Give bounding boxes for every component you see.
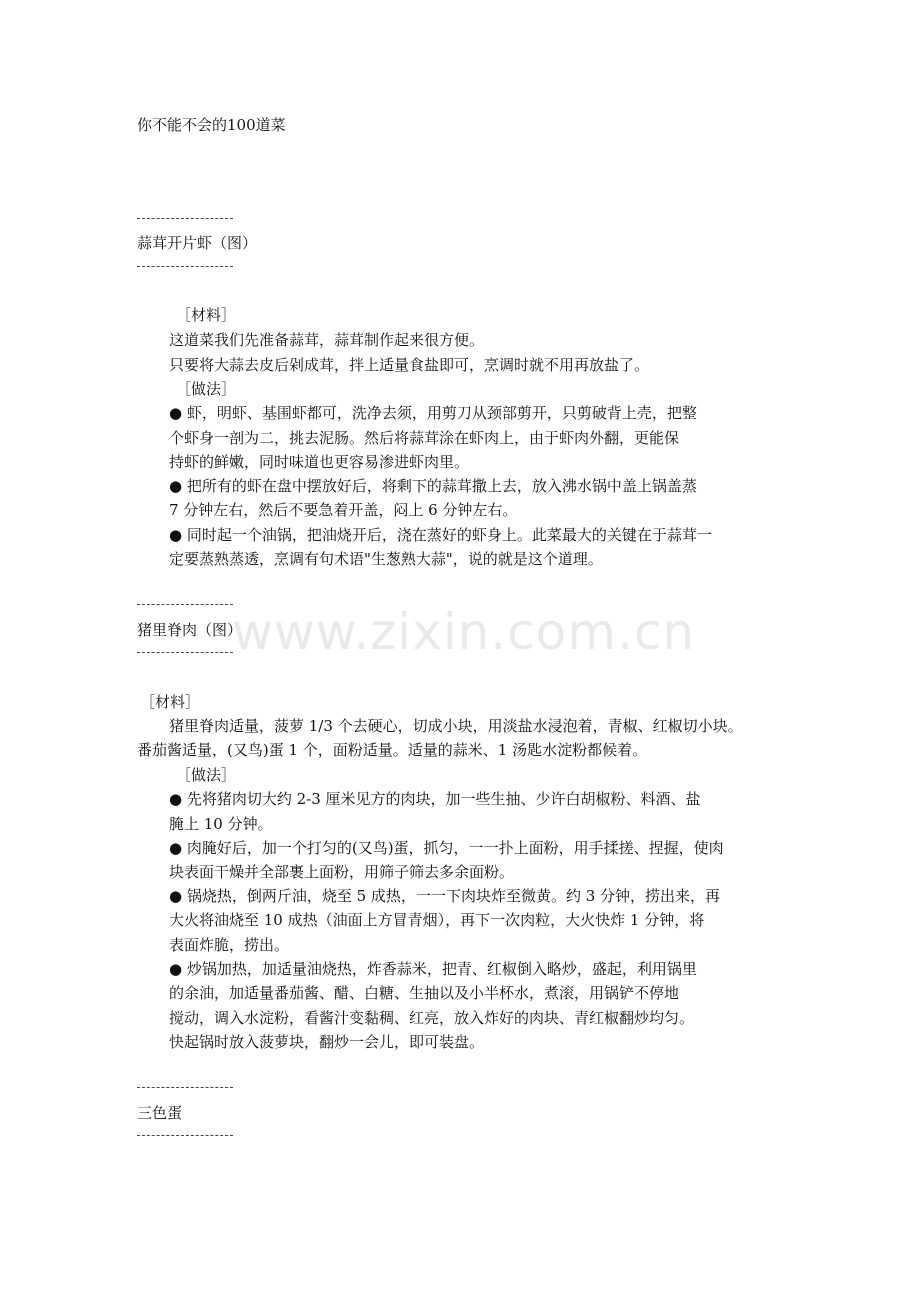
method-step: 持虾的鲜嫩，同时味道也更容易渗进虾肉里。 [169, 453, 470, 471]
method-step: ● 锅烧热，倒两斤油，烧至 5 成热，一一下肉块炸至微黄。约 3 分钟，捞出来，再 [169, 887, 721, 905]
method-step: ● 同时起一个油锅，把油烧开后，浇在蒸好的虾身上。此菜最大的关键在于蒜茸一 [169, 526, 712, 544]
recipe-title: 猪里脊肉（图） [137, 621, 243, 639]
method-step: ● 把所有的虾在盘中摆放好后，将剩下的蒜茸撒上去，放入沸水锅中盖上锅盖蒸 [169, 477, 697, 495]
method-step: 定要蒸熟蒸透，烹调有句术语"生葱熟大蒜"，说的就是这个道理。 [169, 550, 603, 568]
section-divider-top [137, 218, 233, 219]
materials-text: 这道菜我们先准备蒜茸，蒜茸制作起来很方便。 [169, 331, 485, 349]
materials-text: 番茄酱适量，(又鸟)蛋 1 个，面粉适量。适量的蒜米、1 汤匙水淀粉都候着。 [137, 741, 648, 759]
method-step: 腌上 10 分钟。 [169, 815, 273, 833]
recipe-title: 蒜茸开片虾（图） [137, 234, 258, 252]
method-label: ［做法］ [176, 380, 237, 398]
section-divider-bottom [137, 266, 233, 267]
section-divider-bottom [137, 1135, 233, 1136]
watermark: www.zixin.com.cn [232, 603, 696, 661]
method-label: ［做法］ [176, 766, 237, 784]
method-step: 快起锅时放入菠萝块，翻炒一会儿，即可装盘。 [169, 1033, 485, 1051]
recipe-title: 三色蛋 [137, 1104, 183, 1122]
method-step: 搅动，调入水淀粉，看酱汁变黏稠、红亮，放入炸好的肉块、青红椒翻炒均匀。 [169, 1009, 695, 1027]
method-step: 的余油，加适量番茄酱、醋、白糖、生抽以及小半杯水，煮滚，用锅铲不停地 [169, 984, 680, 1002]
materials-text: 只要将大蒜去皮后剁成茸，拌上适量食盐即可，烹调时就不用再放盐了。 [169, 356, 650, 374]
method-step: 7 分钟左右，然后不要急着开盖，闷上 6 分钟左右。 [169, 501, 518, 519]
section-divider-bottom [137, 652, 233, 653]
document-title: 你不能不会的100道菜 [137, 116, 286, 134]
method-step: ● 虾，明虾、基围虾都可，洗净去须，用剪刀从颈部剪开，只剪破背上壳，把整 [169, 404, 697, 422]
method-step: 个虾身一剖为二，挑去泥肠。然后将蒜茸涂在虾肉上，由于虾肉外翻，更能保 [169, 429, 680, 447]
method-step: 大火将油烧至 10 成热（油面上方冒青烟），再下一次肉粒，大火快炸 1 分钟，将 [169, 911, 705, 929]
section-divider-top [137, 604, 233, 605]
section-divider-top [137, 1087, 233, 1088]
method-step: ● 先将猪肉切大约 2-3 厘米见方的肉块，加一些生抽、少许白胡椒粉、料酒、盐 [169, 790, 701, 808]
method-step: 表面炸脆，捞出。 [169, 936, 290, 954]
method-step: 块表面干燥并全部裹上面粉，用筛子筛去多余面粉。 [169, 863, 515, 881]
method-step: ● 炒锅加热，加适量油烧热，炸香蒜米，把青、红椒倒入略炒，盛起，利用锅里 [169, 960, 697, 978]
method-step: ● 肉腌好后，加一个打匀的(又鸟)蛋，抓匀，一一扑上面粉，用手揉搓、捏握，使肉 [169, 839, 724, 857]
materials-label: ［材料］ [140, 693, 201, 711]
materials-text: 猪里脊肉适量，菠萝 1/3 个去硬心，切成小块，用淡盐水浸泡着，青椒、红椒切小块。 [169, 717, 743, 735]
materials-label: ［材料］ [176, 306, 237, 324]
